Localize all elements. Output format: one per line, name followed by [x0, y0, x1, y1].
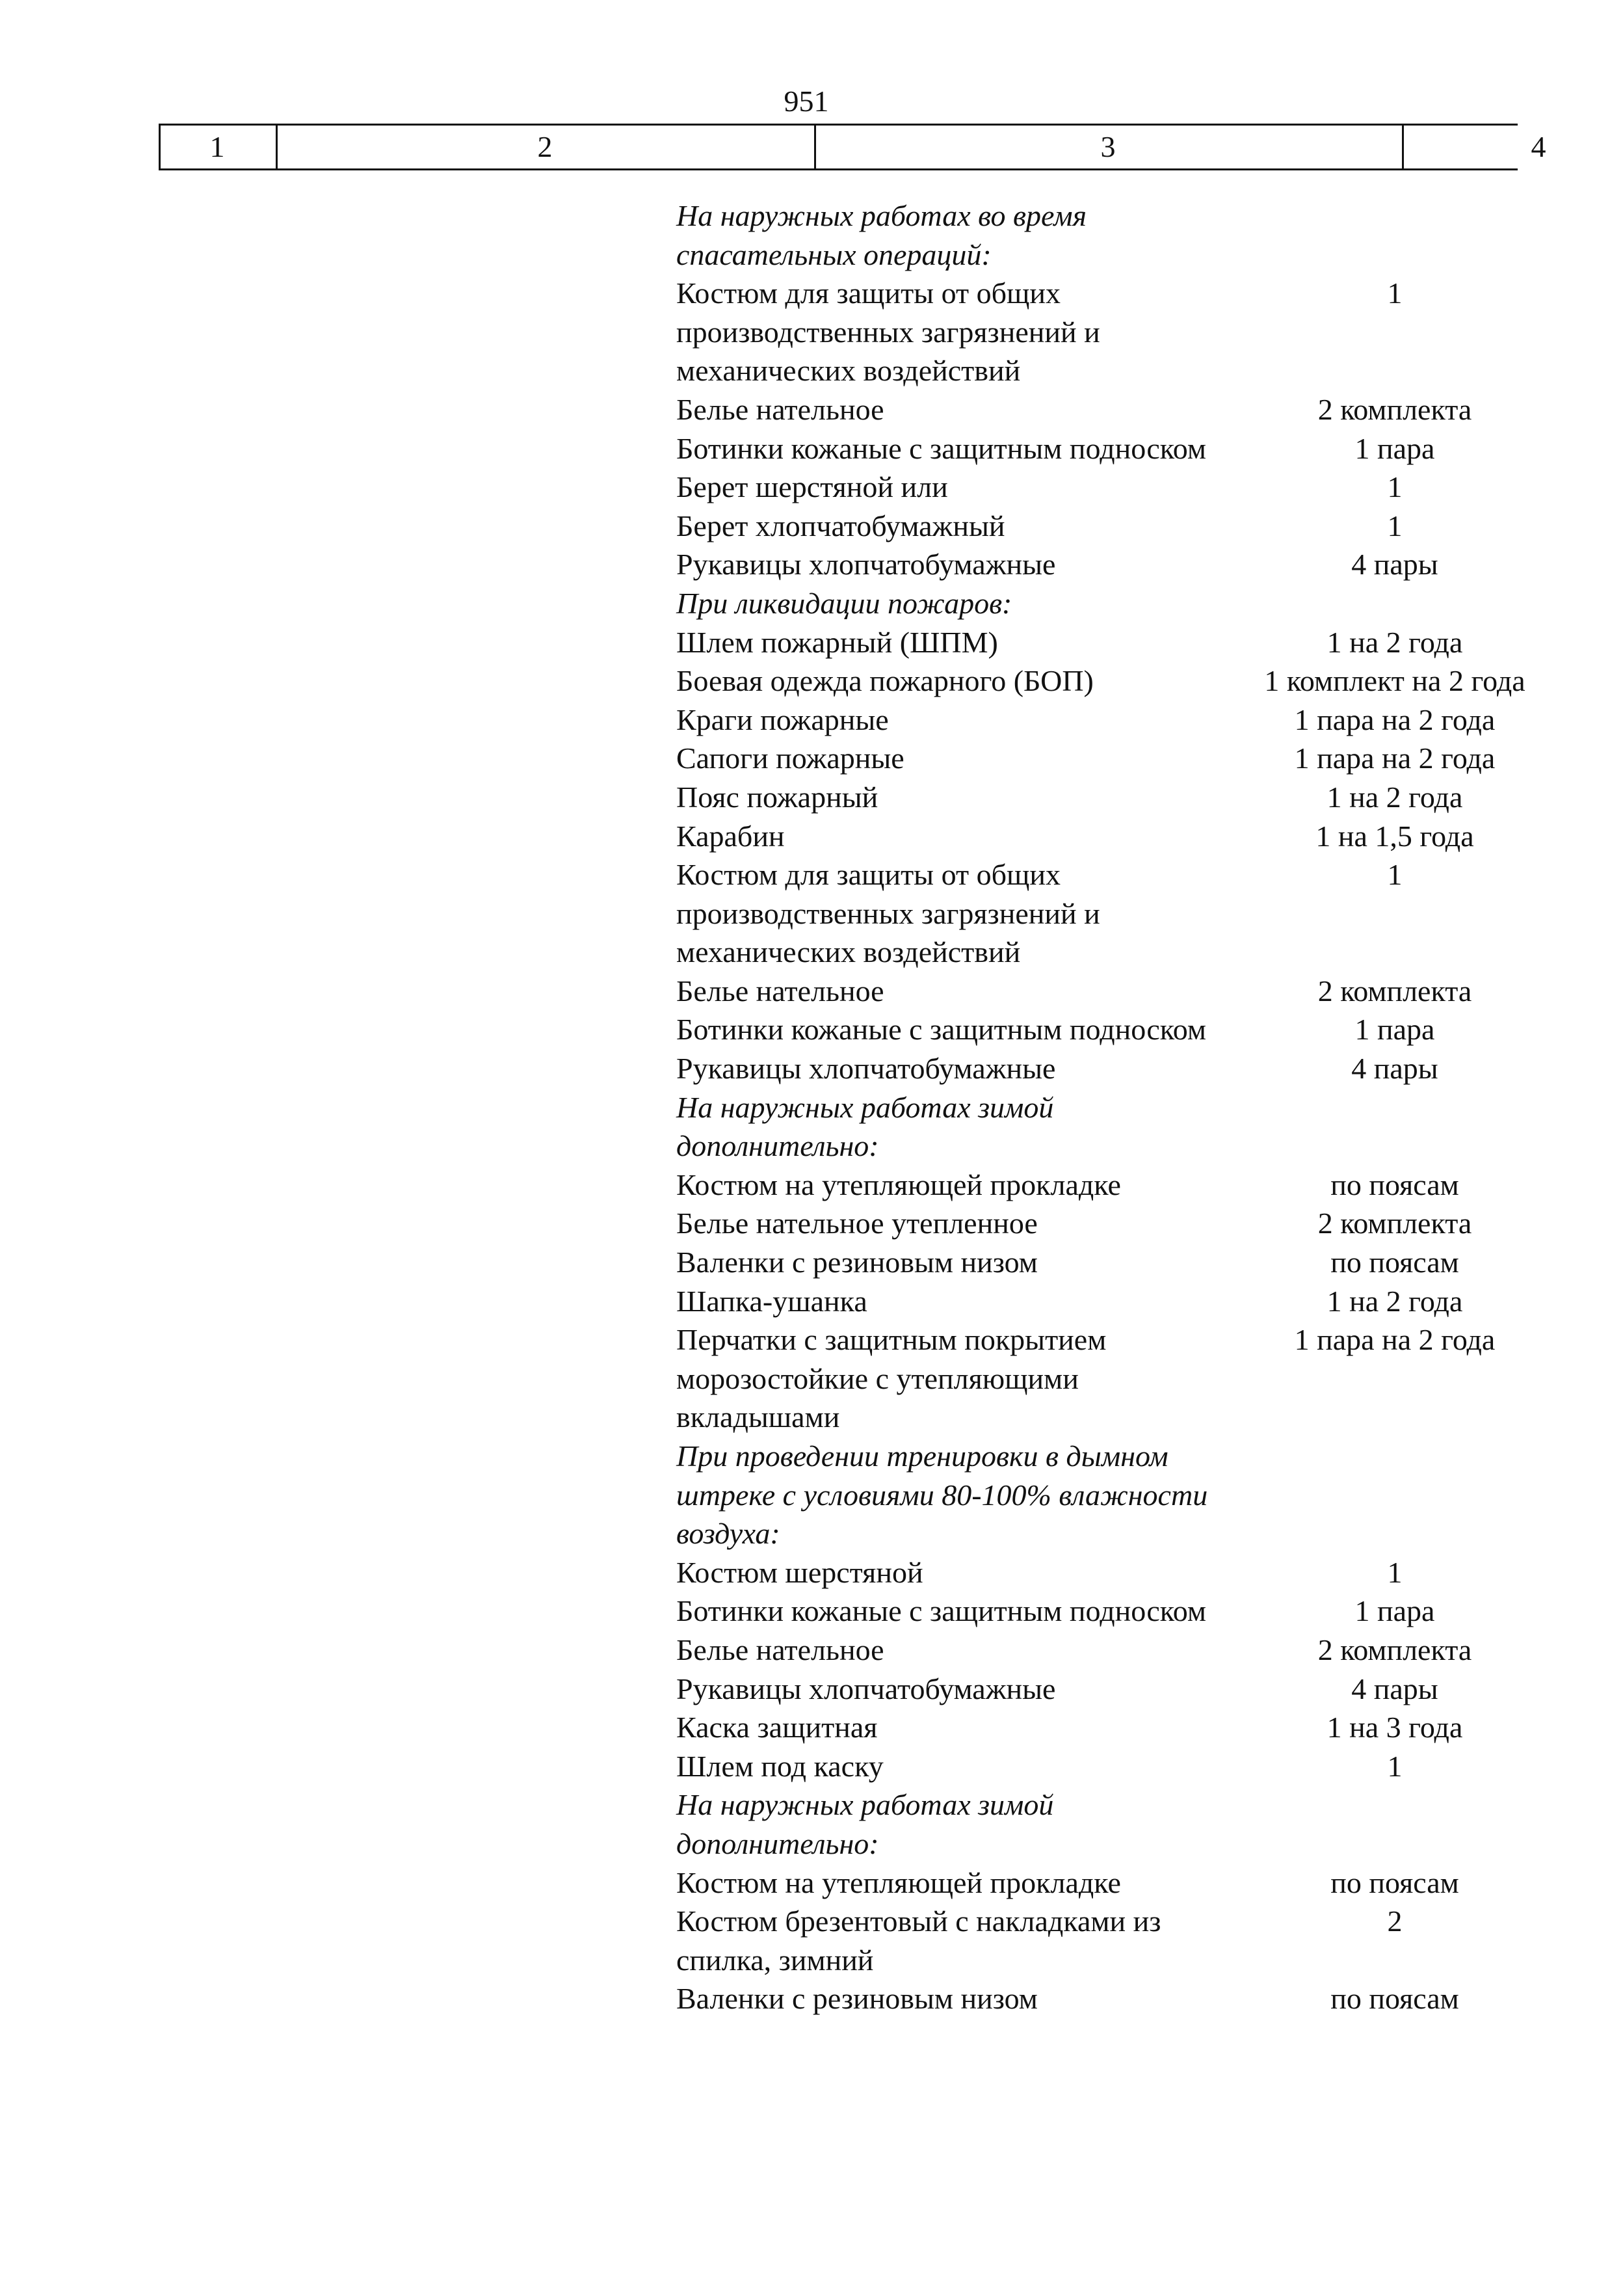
item-name: Белье нательное: [676, 392, 884, 426]
table-row: [0, 623, 1623, 662]
table-row: [0, 778, 1623, 817]
item-quantity: 2 комплекта: [1317, 392, 1472, 426]
item-quantity: 1 на 2 года: [1326, 1284, 1463, 1318]
item-quantity: 1 на 2 года: [1326, 625, 1463, 659]
table-row: [0, 1592, 1623, 1631]
table-row: [0, 1553, 1623, 1592]
column-header-1: 1: [209, 130, 225, 163]
section-heading: На наружных работах зимой дополнительно:: [676, 1090, 1054, 1163]
item-name: Белье нательное: [676, 974, 884, 1008]
item-name: Шлем под каску: [676, 1749, 884, 1783]
item-name: Берет шерстяной или: [676, 470, 948, 504]
table-row: [0, 1049, 1623, 1088]
item-quantity: 1: [1387, 1749, 1403, 1783]
item-quantity: по поясам: [1330, 1982, 1459, 2016]
table-row: [0, 274, 1623, 390]
section-heading-row: [0, 196, 1623, 274]
table-row: [0, 1747, 1623, 1786]
item-quantity: 4 пары: [1351, 1672, 1438, 1705]
table-row: [0, 817, 1623, 856]
item-quantity: 4 пары: [1351, 1052, 1438, 1086]
item-name: Костюм на утепляющей прокладке: [676, 1168, 1121, 1201]
table-row: [0, 1010, 1623, 1049]
item-quantity: 1 на 1,5 года: [1315, 819, 1474, 853]
item-name: Рукавицы хлопчатобумажные: [676, 1052, 1056, 1086]
item-quantity: 1: [1387, 858, 1403, 892]
item-quantity: 2 комплекта: [1317, 1633, 1472, 1666]
column-header-4: 4: [1531, 130, 1546, 163]
section-heading: На наружных работах во время спасательных операций:: [676, 199, 1087, 271]
item-quantity: 2 комплекта: [1317, 974, 1472, 1008]
table-row: [0, 739, 1623, 778]
item-name: Ботинки кожаные с защитным подноском: [676, 1013, 1207, 1047]
table-row: [0, 1320, 1623, 1437]
table-row: [0, 1708, 1623, 1747]
item-quantity: 1: [1387, 509, 1403, 542]
item-name: Перчатки с защитным покрытием морозостойкие с утепляющими вкладышами: [676, 1323, 1107, 1434]
item-quantity: 4 пары: [1351, 548, 1438, 581]
item-name: Костюм для защиты от общих производственных загрязнений и механических воздействий: [676, 858, 1100, 969]
section-heading: При проведении тренировки в дымном штреке с условиями 80-100% влажности воздуха:: [676, 1439, 1208, 1551]
item-name: Рукавицы хлопчатобумажные: [676, 1672, 1056, 1705]
item-quantity: 1 пара на 2 года: [1294, 741, 1496, 775]
item-quantity: по поясам: [1330, 1865, 1459, 1899]
item-name: Костюм на утепляющей прокладке: [676, 1865, 1121, 1899]
item-quantity: 1 пара: [1354, 431, 1435, 465]
item-quantity: 1 комплект на 2 года: [1264, 664, 1525, 698]
item-name: Ботинки кожаные с защитным подноском: [676, 431, 1207, 465]
item-quantity: 2 комплекта: [1317, 1207, 1472, 1240]
table-row: [0, 972, 1623, 1011]
section-heading-row: [0, 1437, 1623, 1553]
section-heading-row: [0, 1088, 1623, 1166]
column-header-row: [159, 124, 1546, 170]
item-name: Пояс пожарный: [676, 780, 878, 814]
column-header-2: 2: [537, 130, 553, 163]
table-row: [0, 1243, 1623, 1282]
table-row: [0, 661, 1623, 701]
table-row: [0, 1166, 1623, 1205]
section-heading-row: [0, 1785, 1623, 1863]
item-name: Карабин: [676, 819, 785, 853]
item-name: Краги пожарные: [676, 702, 889, 736]
table-row: [0, 1670, 1623, 1709]
column-header-3: 3: [1100, 130, 1116, 163]
item-name: Белье нательное: [676, 1633, 884, 1666]
item-name: Костюм брезентовый с накладками из спилка, зимний: [676, 1904, 1161, 1977]
table-row: [0, 390, 1623, 429]
item-quantity: 1: [1387, 470, 1403, 504]
item-name: Шлем пожарный (ШПМ): [676, 625, 998, 659]
item-quantity: 1 пара на 2 года: [1294, 1323, 1496, 1357]
table-row: [0, 468, 1623, 507]
section-heading-row: [0, 584, 1623, 623]
item-quantity: по поясам: [1330, 1246, 1459, 1279]
item-name: Шапка-ушанка: [676, 1284, 867, 1318]
item-name: Рукавицы хлопчатобумажные: [676, 548, 1056, 581]
item-name: Берет хлопчатобумажный: [676, 509, 1005, 542]
table-row: [0, 1204, 1623, 1243]
item-name: Сапоги пожарные: [676, 741, 904, 775]
item-name: Боевая одежда пожарного (БОП): [676, 664, 1094, 698]
item-quantity: 1 пара: [1354, 1594, 1435, 1628]
item-quantity: по поясам: [1330, 1168, 1459, 1201]
item-quantity: 1 на 3 года: [1326, 1711, 1463, 1744]
table-row: [0, 507, 1623, 546]
section-heading: При ликвидации пожаров:: [676, 586, 1012, 620]
item-quantity: 1 пара на 2 года: [1294, 702, 1496, 736]
table-row: [0, 701, 1623, 740]
table-row: [0, 1902, 1623, 1979]
item-name: Валенки с резиновым низом: [676, 1246, 1038, 1279]
item-quantity: 1: [1387, 276, 1403, 310]
item-quantity: 2: [1387, 1904, 1403, 1938]
item-quantity: 1: [1387, 1555, 1403, 1589]
item-quantity: 1 пара: [1354, 1013, 1435, 1047]
item-name: Костюм шерстяной: [676, 1555, 923, 1589]
section-heading: На наружных работах зимой дополнительно:: [676, 1788, 1054, 1860]
item-name: Белье нательное утепленное: [676, 1207, 1038, 1240]
item-name: Костюм для защиты от общих производственных загрязнений и механических воздействий: [676, 276, 1100, 388]
item-name: Валенки с резиновым низом: [676, 1982, 1038, 2016]
table-row: [0, 1631, 1623, 1670]
item-quantity: 1 на 2 года: [1326, 780, 1463, 814]
table-row: [0, 1979, 1623, 2018]
table-body: [0, 196, 1623, 2018]
table-row: [0, 429, 1623, 468]
table-row: [0, 855, 1623, 972]
item-name: Каска защитная: [676, 1711, 878, 1744]
table-row: [0, 545, 1623, 584]
table-row: [0, 1282, 1623, 1321]
item-name: Ботинки кожаные с защитным подноском: [676, 1594, 1207, 1628]
page-number: 951: [784, 85, 829, 118]
table-row: [0, 1863, 1623, 1902]
